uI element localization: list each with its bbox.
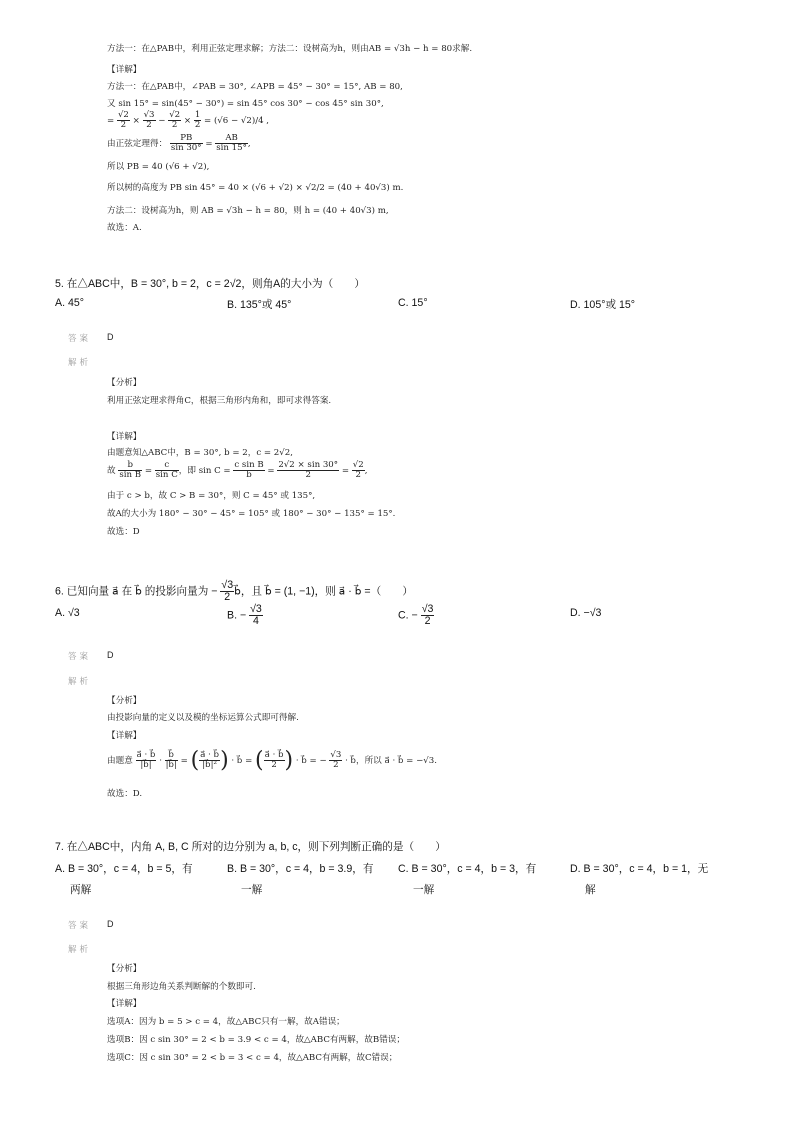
analysis-heading: 【分析】 bbox=[107, 378, 142, 388]
option-a[interactable]: A. √3 bbox=[55, 607, 80, 619]
fraction: $\frac{√3}{2}$ bbox=[421, 603, 434, 628]
option-b[interactable]: B. B = 30°，c = 4，b = 3.9，有 bbox=[227, 863, 374, 875]
option-c-continued[interactable]: 一解 bbox=[413, 884, 435, 896]
fraction: $\frac{√3}{2}$ bbox=[330, 749, 342, 770]
fraction: $\frac{√3}{4}$ bbox=[250, 603, 262, 628]
option-a-continued[interactable]: 两解 bbox=[70, 884, 92, 896]
solution-line: 方法一：在△PAB中，利用正弦定理求解；方法二：设树高为h，则由AB = √3h − h = 80求解. bbox=[107, 44, 473, 54]
option-c[interactable]: C. 15° bbox=[398, 297, 428, 309]
line-text: · b⃗ = bbox=[231, 756, 253, 766]
solution-line: 故选：D bbox=[107, 527, 140, 537]
fraction: $\frac{c}{\text{sin C}}$ bbox=[155, 460, 178, 481]
equals-sign: = bbox=[180, 756, 188, 766]
analysis-text: 利用正弦定理求得角C，根据三角形内角和，即可求得答案. bbox=[107, 396, 332, 406]
option-d-continued[interactable]: 解 bbox=[585, 884, 596, 896]
analysis-label: 解析 bbox=[68, 945, 92, 955]
fraction: $\frac{√2}{2}$ bbox=[169, 110, 181, 131]
option-a[interactable]: A. 45° bbox=[55, 297, 84, 309]
detail-heading: 【详解】 bbox=[107, 731, 142, 741]
right-paren: ) bbox=[220, 748, 229, 773]
answer-label: 答案 bbox=[68, 334, 92, 344]
detail-heading: 【详解】 bbox=[107, 65, 142, 75]
question-stem: 5. 在△ABC中，B = 30°, b = 2，c = 2√2，则角A的大小为（ ） bbox=[55, 278, 365, 290]
option-d[interactable]: D. −√3 bbox=[570, 607, 602, 619]
line-text: ，即 sin C = bbox=[178, 466, 231, 477]
fraction: $\frac{a⃗ \cdot b⃗}{2}$ bbox=[264, 749, 284, 770]
option-label: C. − bbox=[398, 609, 418, 622]
left-paren: ( bbox=[255, 748, 264, 773]
answer-label: 答案 bbox=[68, 652, 92, 662]
left-paren: ( bbox=[190, 748, 200, 773]
line-prefix: 由正弦定理得： bbox=[107, 139, 168, 150]
solution-line: 选项A：因为 b = 5 > c = 4，故△ABC只有一解，故A错误； bbox=[107, 1017, 345, 1027]
equals-sign: = bbox=[107, 116, 115, 127]
fraction: $\frac{√3}{2}$ bbox=[143, 110, 155, 131]
solution-line: 选项B：因 c sin 30° = 2 < b = 3.9 < c = 4，故△ABC有两解，故B错误； bbox=[107, 1035, 405, 1045]
solution-line: 所以树的高度为 PB sin 45° = 40 × (√6 + √2) × √2/2 = (40 + 40√3) m. bbox=[107, 183, 404, 193]
answer-label: 答案 bbox=[68, 921, 92, 931]
line-text: · b⃗，所以 a⃗ · b⃗ = −√3. bbox=[345, 756, 437, 766]
line-prefix: 故 bbox=[107, 466, 116, 477]
analysis-text: 由投影向量的定义以及模的坐标运算公式即可得解. bbox=[107, 713, 299, 723]
option-label: B. − bbox=[227, 609, 247, 622]
fraction-text: (√6 − √2)/4 , bbox=[213, 116, 270, 127]
analysis-label: 解析 bbox=[68, 677, 92, 687]
solution-line: 选项C：因 c sin 30° = 2 < b = 3 < c = 4，故△ABC有两解，故C错误； bbox=[107, 1053, 398, 1063]
equals-sign: = bbox=[267, 466, 275, 477]
stem-text: 6. 已知向量 a⃗ 在 b⃗ 的投影向量为 − bbox=[55, 585, 218, 598]
detail-heading: 【详解】 bbox=[107, 999, 142, 1009]
line-prefix: 由题意 bbox=[107, 756, 133, 766]
solution-line: 方法二：设树高为h，则 AB = √3h − h = 80，则 h = (40 + 40√3) m, bbox=[107, 206, 389, 216]
solution-line: 故选：D. bbox=[107, 789, 143, 799]
solution-line bbox=[107, 134, 251, 153]
fraction: $\frac{\text{c sin B}}{b}$ bbox=[234, 460, 264, 481]
fraction: $\frac{√2}{2}$ bbox=[352, 460, 364, 481]
solution-line: 由于 c > b，故 C > B = 30°，则 C = 45° 或 135°, bbox=[107, 491, 316, 501]
fraction: $\frac{1}{2}$ bbox=[194, 110, 201, 131]
right-paren: ) bbox=[284, 748, 294, 773]
detail-heading: 【详解】 bbox=[107, 432, 142, 442]
option-b[interactable] bbox=[227, 604, 263, 627]
equals-sign: = bbox=[205, 139, 213, 150]
answer-value: D bbox=[107, 650, 114, 660]
question-stem bbox=[55, 580, 413, 603]
answer-value: D bbox=[107, 332, 114, 342]
fraction: $\frac{√2}{2}$ bbox=[117, 110, 129, 131]
option-d[interactable]: D. 105°或 15° bbox=[570, 299, 636, 311]
fraction: $\frac{AB}{\sin 15^\circ}$ bbox=[216, 133, 247, 154]
fraction: $\frac{b⃗}{|b⃗|}$ bbox=[165, 749, 177, 770]
option-d[interactable]: D. B = 30°，c = 4，b = 1，无 bbox=[570, 863, 709, 875]
dot-operator: · bbox=[159, 756, 162, 766]
option-c[interactable]: C. B = 30°，c = 4，b = 3，有 bbox=[398, 863, 537, 875]
solution-line: = $\frac{√2}{2}$ × $\frac{√3}{2}$ − $\frac{√2}{2}$ × $\frac{1}{2}$ = (√6 − √2)/4 , bbox=[107, 110, 270, 131]
equals-sign: = bbox=[144, 466, 153, 477]
option-a[interactable]: A. B = 30°，c = 4，b = 5，有 bbox=[55, 863, 193, 875]
fraction: $\frac{b}{\text{sin B}}$ bbox=[119, 460, 142, 481]
solution-line: 故选：A. bbox=[107, 223, 142, 233]
fraction: $\frac{√3}{2}$ bbox=[221, 579, 234, 604]
line-text: · b⃗ = − bbox=[295, 756, 327, 766]
analysis-text: 根据三角形边角关系判断解的个数即可. bbox=[107, 982, 256, 992]
fraction: $\frac{2√2 \times \sin 30^\circ}{2}$ bbox=[278, 460, 339, 481]
punctuation: , bbox=[364, 466, 368, 477]
question-stem: 7. 在△ABC中，内角 A, B, C 所对的边分别为 a, b, c，则下列判断正确的是（ ） bbox=[55, 841, 446, 853]
analysis-heading: 【分析】 bbox=[107, 696, 142, 706]
solution-line bbox=[107, 461, 367, 480]
option-b-continued[interactable]: 一解 bbox=[241, 884, 263, 896]
solution-line: 故A的大小为 180° − 30° − 45° = 105° 或 180° − 30° − 135° = 15°. bbox=[107, 509, 396, 519]
punctuation: , bbox=[247, 139, 251, 150]
fraction: $\frac{PB}{\sin 30^\circ}$ bbox=[170, 133, 202, 154]
analysis-label: 解析 bbox=[68, 358, 92, 368]
option-b[interactable]: B. 135°或 45° bbox=[227, 299, 292, 311]
option-c[interactable] bbox=[398, 604, 434, 627]
stem-text: b⃗，且 b⃗ = (1, −1)，则 a⃗ · b⃗ =（ ） bbox=[234, 585, 413, 598]
solution-line: 所以 PB = 40 (√6 + √2), bbox=[107, 162, 210, 172]
solution-line: 由题意知△ABC中，B = 30°, b = 2，c = 2√2, bbox=[107, 448, 293, 458]
equals-sign: = bbox=[341, 466, 350, 477]
answer-value: D bbox=[107, 919, 114, 929]
fraction: $\frac{a⃗ \cdot b⃗}{\text{|b⃗|²}}$ bbox=[200, 749, 220, 770]
solution-line bbox=[107, 748, 437, 773]
solution-line: 又 sin 15° = sin(45° − 30°) = sin 45° cos 30° − cos 45° sin 30°, bbox=[107, 99, 384, 109]
solution-line: 方法一：在△PAB中，∠PAB = 30°, ∠APB = 45° − 30° = 15°, AB = 80, bbox=[107, 82, 403, 92]
fraction: $\frac{a⃗ \cdot b⃗}{|b⃗|}$ bbox=[136, 749, 156, 770]
analysis-heading: 【分析】 bbox=[107, 964, 142, 974]
